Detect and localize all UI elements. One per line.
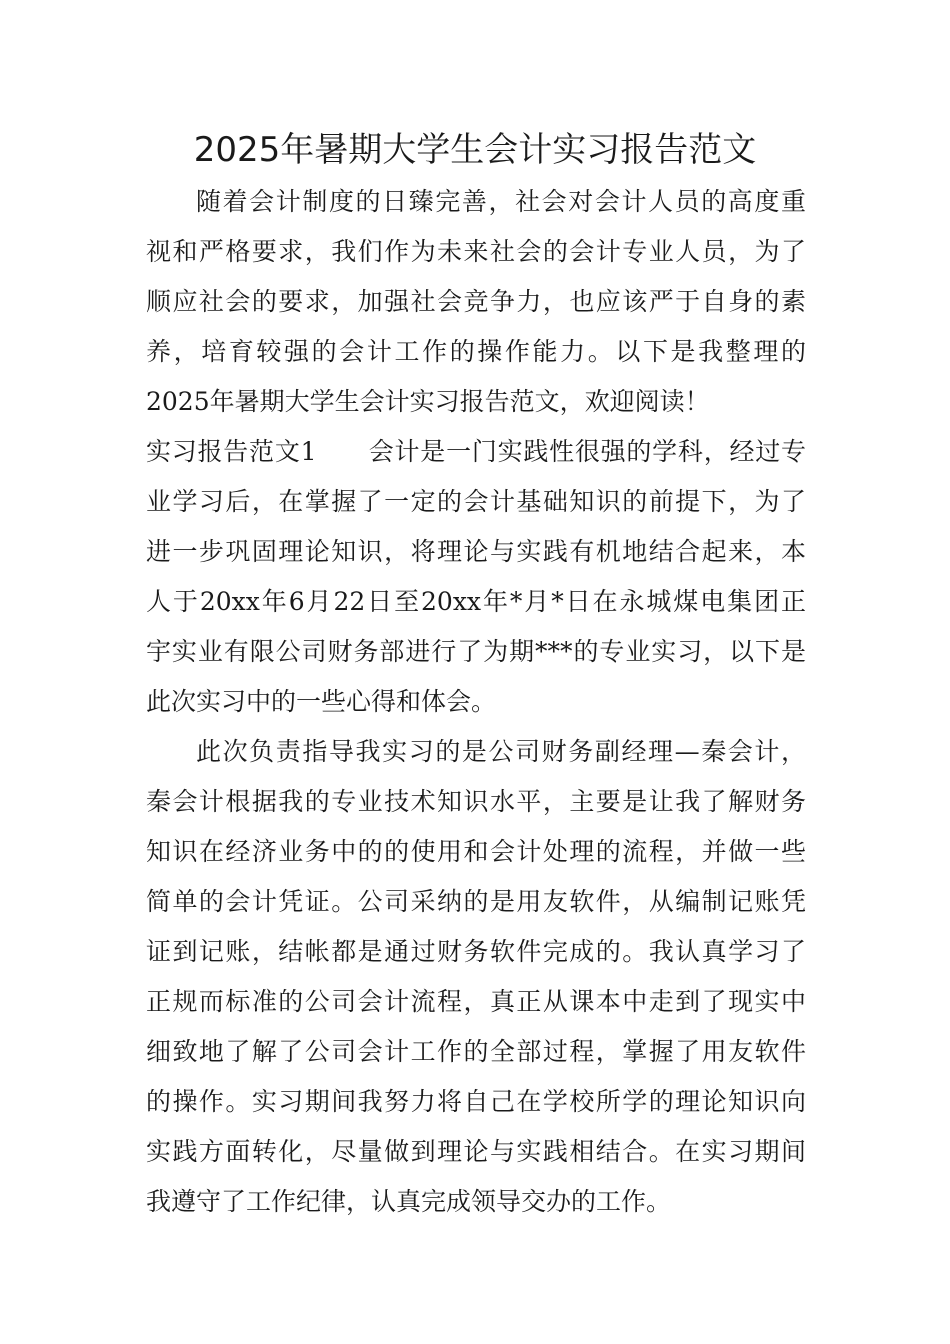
body-line: 实践方面转化，尽量做到理论与实践相结合。在实习期间 [146, 1137, 806, 1166]
body-line: 视和严格要求，我们作为未来社会的会计专业人员，为了 [146, 237, 806, 266]
body-line: 细致地了解了公司会计工作的全部过程，掌握了用友软件 [146, 1037, 806, 1066]
body-line: 人于20xx年6月22日至20xx年*月*日在永城煤电集团正 [146, 587, 806, 616]
body-line: 此次负责指导我实习的是公司财务副经理—秦会计， [196, 737, 806, 766]
body-line: 2025年暑期大学生会计实习报告范文，欢迎阅读！ [146, 387, 710, 416]
body-line: 知识在经济业务中的的使用和会计处理的流程，并做一些 [146, 837, 806, 866]
body-line: 此次实习中的一些心得和体会。 [146, 687, 497, 716]
body-line: 简单的会计凭证。公司采纳的是用友软件，从编制记账凭 [146, 887, 806, 916]
body-line: 业学习后，在掌握了一定的会计基础知识的前提下，为了 [146, 487, 806, 516]
body-line: 养，培育较强的会计工作的操作能力。以下是我整理的 [146, 337, 806, 366]
body-line: 进一步巩固理论知识，将理论与实践有机地结合起来，本 [146, 537, 806, 566]
document-title: 2025年暑期大学生会计实习报告范文 [193, 130, 757, 170]
body-line: 我遵守了工作纪律，认真完成领导交办的工作。 [146, 1187, 672, 1216]
body-line: 的操作。实习期间我努力将自己在学校所学的理论知识向 [146, 1087, 806, 1116]
body-line: 正规而标准的公司会计流程，真正从课本中走到了现实中 [146, 987, 806, 1016]
body-line: 实习报告范文1 会计是一门实践性很强的学科，经过专 [146, 437, 806, 466]
body-line: 证到记账，结帐都是通过财务软件完成的。我认真学习了 [146, 937, 806, 966]
body-line: 随着会计制度的日臻完善，社会对会计人员的高度重 [196, 187, 806, 216]
body-line: 顺应社会的要求，加强社会竞争力，也应该严于自身的素 [146, 287, 806, 316]
body-line: 宇实业有限公司财务部进行了为期***的专业实习，以下是 [146, 637, 806, 666]
body-line: 秦会计根据我的专业技术知识水平，主要是让我了解财务 [146, 787, 806, 816]
